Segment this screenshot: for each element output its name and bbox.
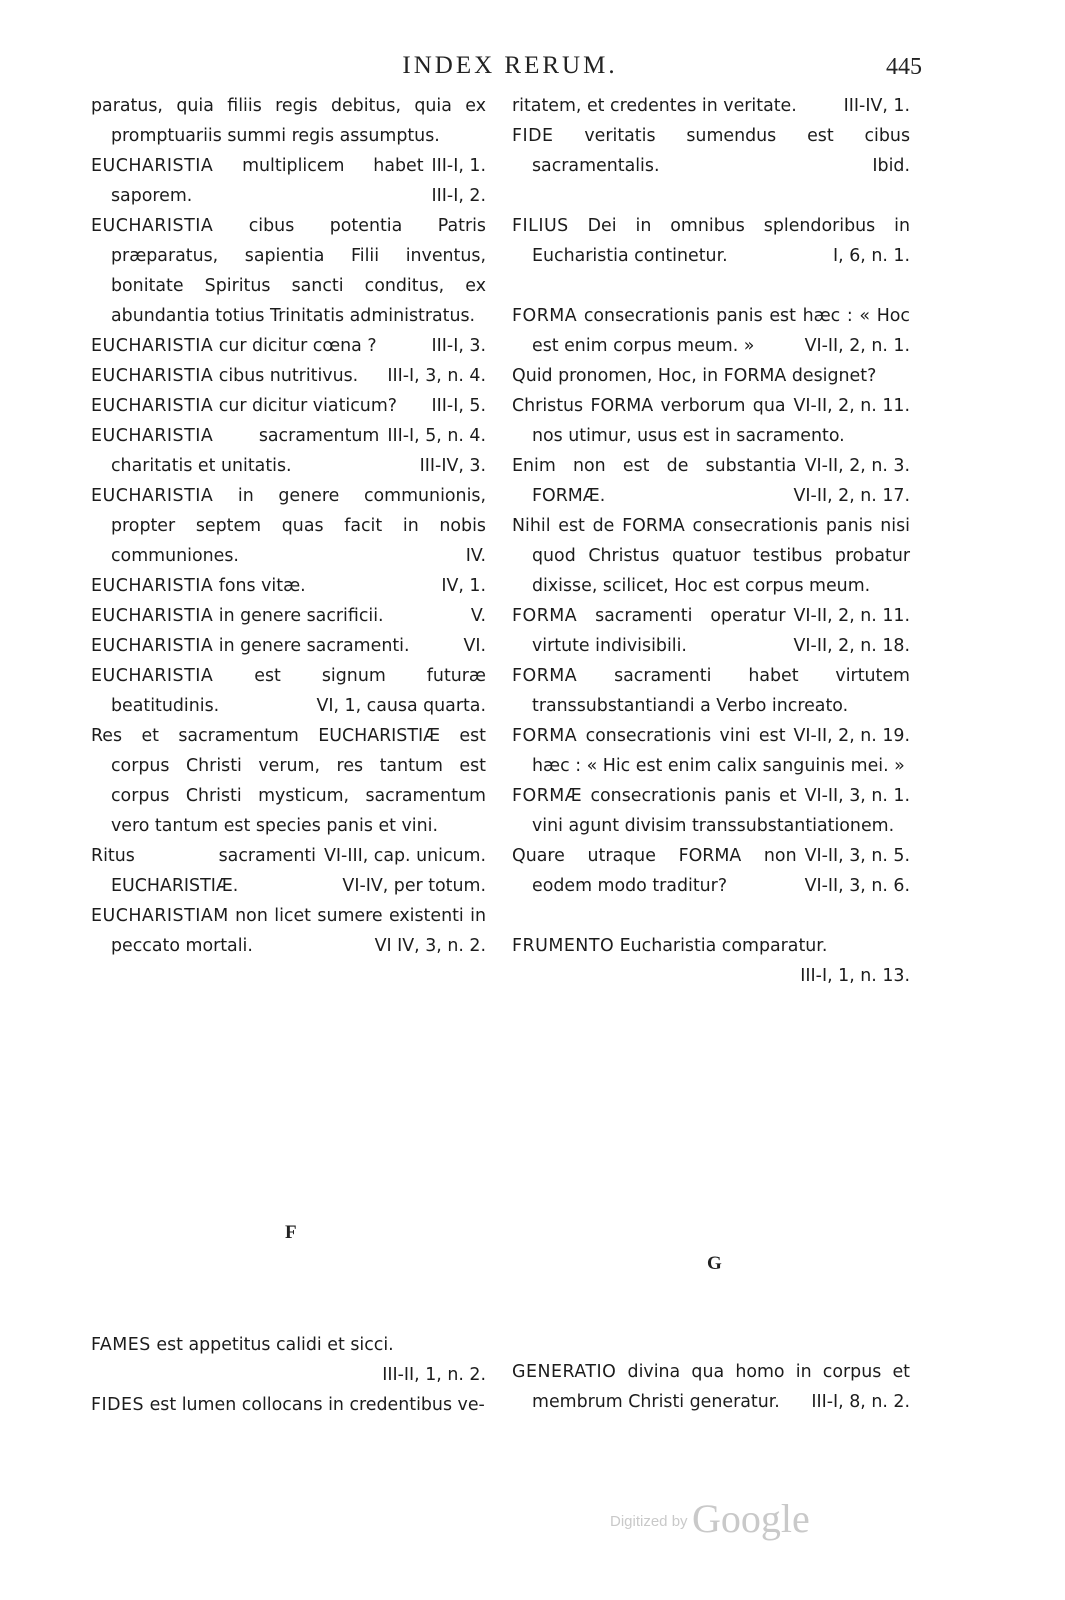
running-header: INDEX RERUM.	[402, 52, 618, 79]
index-entry: Nihil est de FORMA consecrationis panis nisi quod Christus quatuor testibus probatur dixisse, scilicet, Hoc est corpus meum. VI-II, 2, n. 11.	[512, 516, 910, 626]
index-entry: FORMÆ consecrationis panis et vini agunt divisim transsubstantiationem. VI-II, 3, n. 5.	[512, 786, 910, 866]
index-column-left	[91, 91, 486, 961]
index-entry: FORMA consecrationis panis est hæc : « Hoc est enim corpus meum. » VI-II, 2, n. 1.	[512, 306, 910, 356]
index-entry: Res et sacramentum EUCHARISTIÆ est corpus Christi verum, res tantum est corpus Christi mysticum, sacramentum vero tantum est species panis et vini. VI-III, cap. unicum.	[91, 726, 486, 866]
index-entry: Ritus sacramenti EUCHARISTIÆ. VI-IV, per totum.	[91, 846, 486, 896]
index-entry: FIDE veritatis sumendus est cibus sacramentalis. Ibid.	[512, 126, 910, 176]
index-entry: EUCHARISTIA in genere communionis, propter septem quas facit in nobis communiones. IV.	[91, 486, 486, 566]
index-entry: EUCHARISTIA fons vitæ. IV, 1.	[91, 576, 486, 596]
index-entry: FORMA consecrationis vini est hæc : « Hic est enim calix sanguinis mei. » VI-II, 3, n. 1.	[512, 726, 910, 806]
index-entry: EUCHARISTIA cibus potentia Patris præparatus, sapientia Filii inventus, bonitate Spiritus sancti conditus, ex abundantia totius Trinitatis administratus. III-I, 3.	[91, 216, 486, 356]
index-entry: FORMA sacramenti habet virtutem transsubstantiandi a Verbo increato. VI-II, 2, n. 19.	[512, 666, 911, 746]
index-entry: EUCHARISTIA sacramentum charitatis et unitatis. III-IV, 3.	[91, 426, 486, 476]
index-entry: FAMES est appetitus calidi et sicci. III-II, 1, n. 2.	[91, 1335, 486, 1385]
index-column-right	[512, 91, 910, 991]
index-entry: Quid pronomen, Hoc, in FORMA designet? VI-II, 2, n. 11.	[512, 366, 910, 416]
index-entry: Enim non est de substantia FORMÆ. VI-II, 2, n. 17.	[512, 456, 910, 506]
index-entry: FORMA sacramenti operatur virtute indivisibili. VI-II, 2, n. 18.	[512, 606, 910, 656]
index-entry: EUCHARISTIA cur dicitur cœna ? III-I, 3, n. 4.	[91, 336, 486, 386]
index-entry: GENERATIO divina qua homo in corpus et membrum Christi generatur. III-I, 8, n. 2.	[512, 1362, 910, 1412]
index-entry: Christus FORMA verborum qua nos utimur, usus est in sacramento. VI-II, 2, n. 3.	[512, 396, 910, 476]
index-entry: ritatem, et credentes in veritate. III-IV, 1.	[512, 96, 910, 116]
index-entry: EUCHARISTIA in genere sacrificii. V.	[91, 606, 486, 626]
section-letter-f: F	[285, 1222, 297, 1243]
watermark-prefix: Digitized by	[610, 1513, 688, 1530]
index-column-right-g	[512, 1357, 910, 1417]
index-entry: paratus, quia filiis regis debitus, quia ex promptuariis summi regis assumptus. III-I, 1.	[91, 96, 486, 176]
google-logo: Google	[692, 1496, 810, 1541]
index-entry: EUCHARISTIA cur dicitur viaticum? III-I, 5, n. 4.	[91, 396, 486, 446]
index-entry: FRUMENTO Eucharistia comparatur. III-I, 1, n. 13.	[512, 936, 910, 986]
index-entry: FIDES est lumen collocans in credentibus ve-	[91, 1395, 485, 1415]
index-entry: Quare utraque FORMA non eodem modo traditur? VI-II, 3, n. 6.	[512, 846, 910, 896]
index-column-left-f	[91, 1330, 486, 1420]
index-entry: FILIUS Dei in omnibus splendoribus in Eucharistia continetur. I, 6, n. 1.	[512, 216, 910, 266]
page-number: 445	[886, 54, 922, 80]
index-entry: EUCHARISTIA cibus nutritivus. III-I, 5.	[91, 366, 486, 416]
index-entry: EUCHARISTIA multiplicem habet saporem. III-I, 2.	[91, 156, 486, 206]
index-entry: EUCHARISTIA est signum futuræ beatitudinis. VI, 1, causa quarta.	[91, 666, 487, 716]
index-entry: EUCHARISTIA in genere sacramenti. VI.	[91, 636, 486, 656]
digitized-watermark	[610, 1495, 810, 1542]
section-letter-g: G	[707, 1253, 722, 1274]
index-entry: EUCHARISTIAM non licet sumere existenti in peccato mortali. VI IV, 3, n. 2.	[91, 906, 486, 956]
